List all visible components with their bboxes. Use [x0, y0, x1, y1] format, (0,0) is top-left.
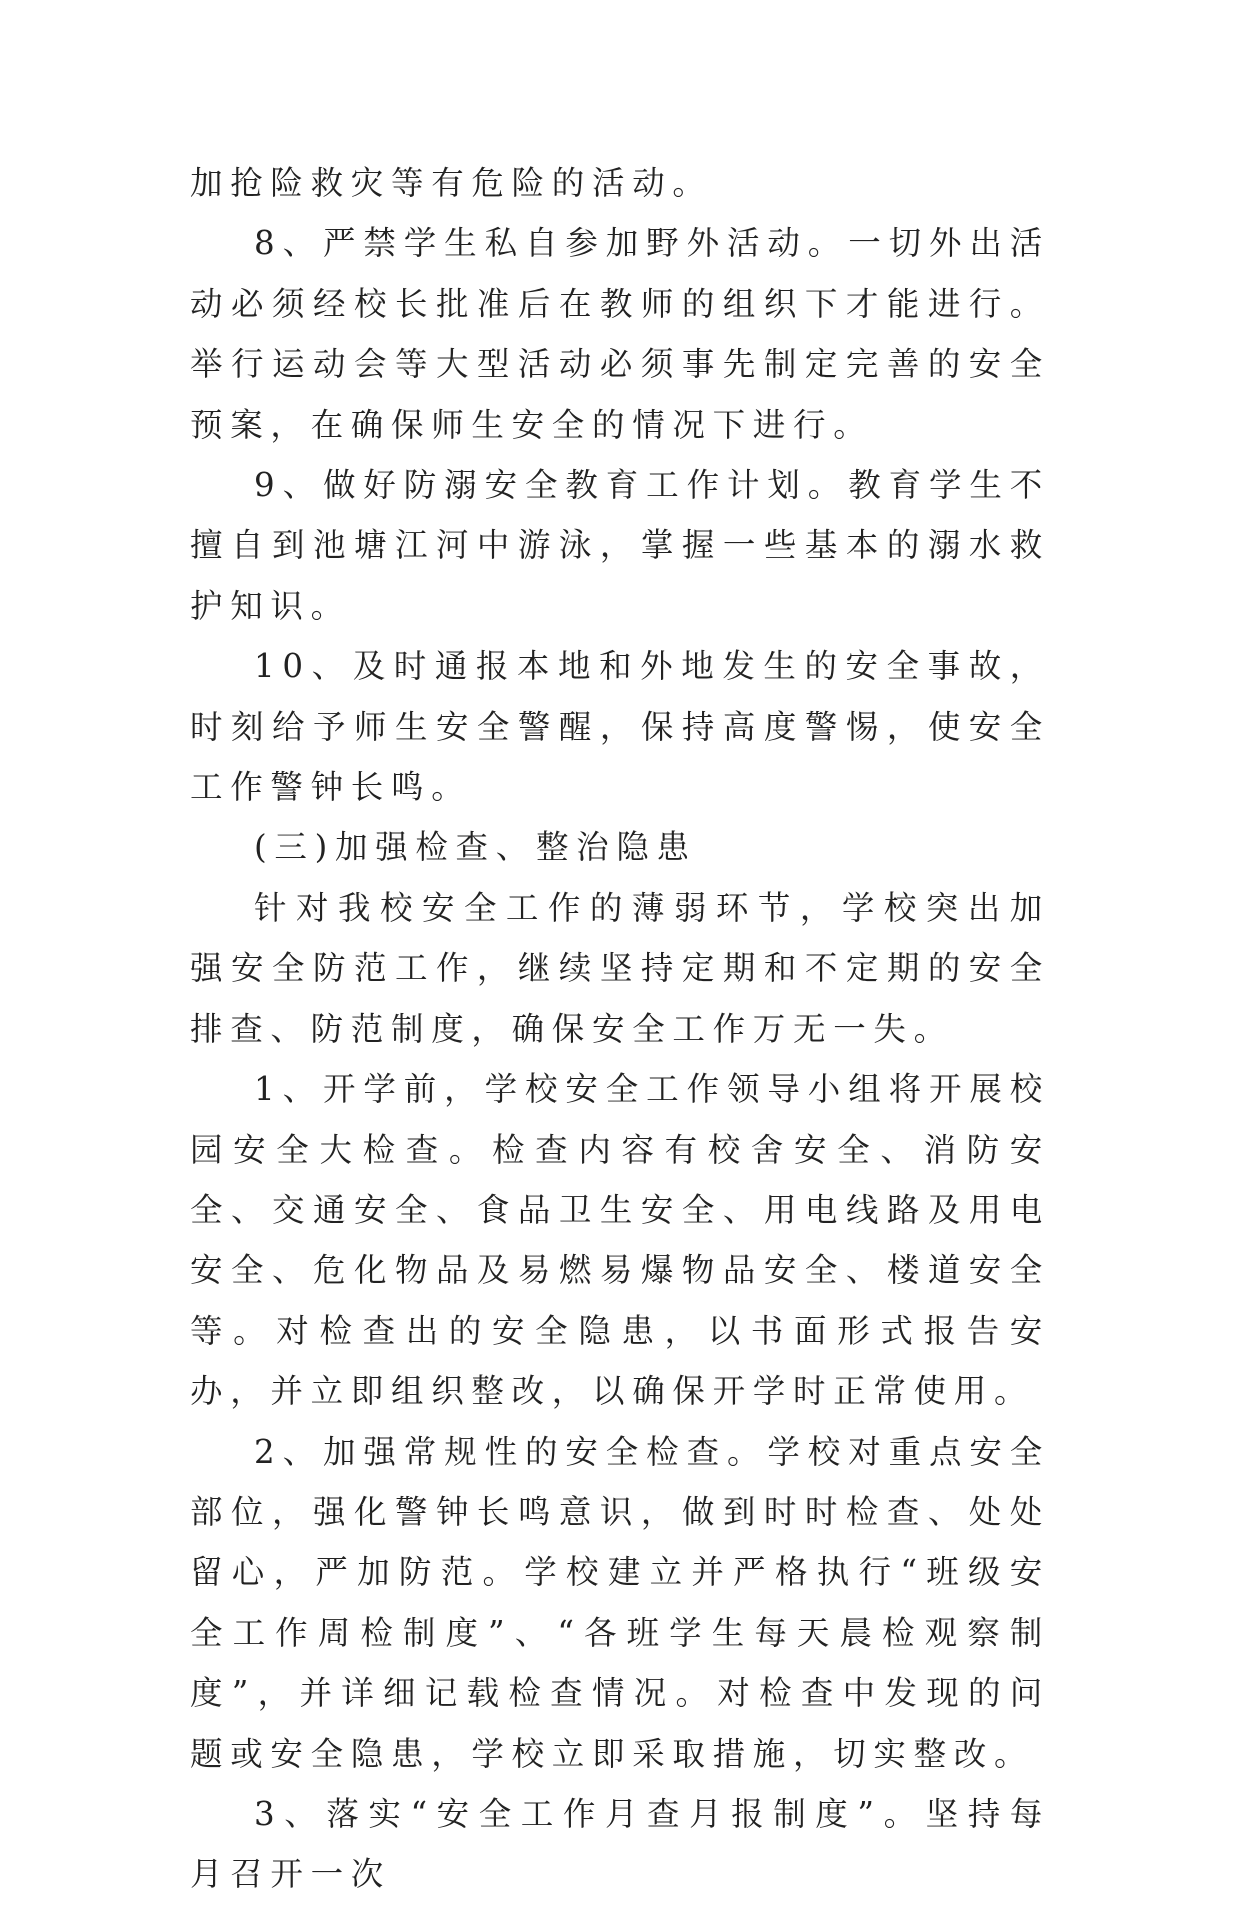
- paragraph: 加抢险救灾等有危险的活动。: [190, 164, 713, 202]
- paragraph: 8、严禁学生私自参加野外活动。一切外出活动必须经校长批准后在教师的组织下才能进行。举行运动会等大型活动必须事先制定完善的安全预案，在确保师生安全的情况下进行。: [190, 224, 1050, 444]
- paragraph: 针对我校安全工作的薄弱环节，学校突出加强安全防范工作，继续坚持定期和不定期的安全排查、防范制度，确保安全工作万无一失。: [190, 888, 1050, 1048]
- paragraph: 2、加强常规性的安全检查。学校对重点安全部位，强化警钟长鸣意识，做到时时检查、处处留心，严加防范。学校建立并严格执行“班级安全工作周检制度”、“各班学生每天晨检观察制度”，并详细记载检查情况。对检查中发现的问题或安全隐患，学校立即采取措施，切实整改。: [190, 1432, 1050, 1773]
- document-body: [190, 153, 1050, 1905]
- paragraph: 9、做好防溺安全教育工作计划。教育学生不擅自到池塘江河中游泳，掌握一些基本的溺水救护知识。: [190, 466, 1050, 625]
- paragraph: 3、落实“安全工作月查月报制度”。坚持每月召开一次: [190, 1794, 1050, 1894]
- section-heading: (三)加强检查、整治隐患: [254, 828, 697, 867]
- paragraph: 10、及时通报本地和外地发生的安全事故，时刻给予师生安全警醒，保持高度警惕，使安全工作警钟长鸣。: [190, 647, 1050, 807]
- paragraph: 1、开学前，学校安全工作领导小组将开展校园安全大检查。检查内容有校舍安全、消防安全、交通安全、食品卫生安全、用电线路及用电安全、危化物品及易燃易爆物品安全、楼道安全等。对检查出的安全隐患，以书面形式报告安办，并立即组织整改，以确保开学时正常使用。: [190, 1070, 1050, 1411]
